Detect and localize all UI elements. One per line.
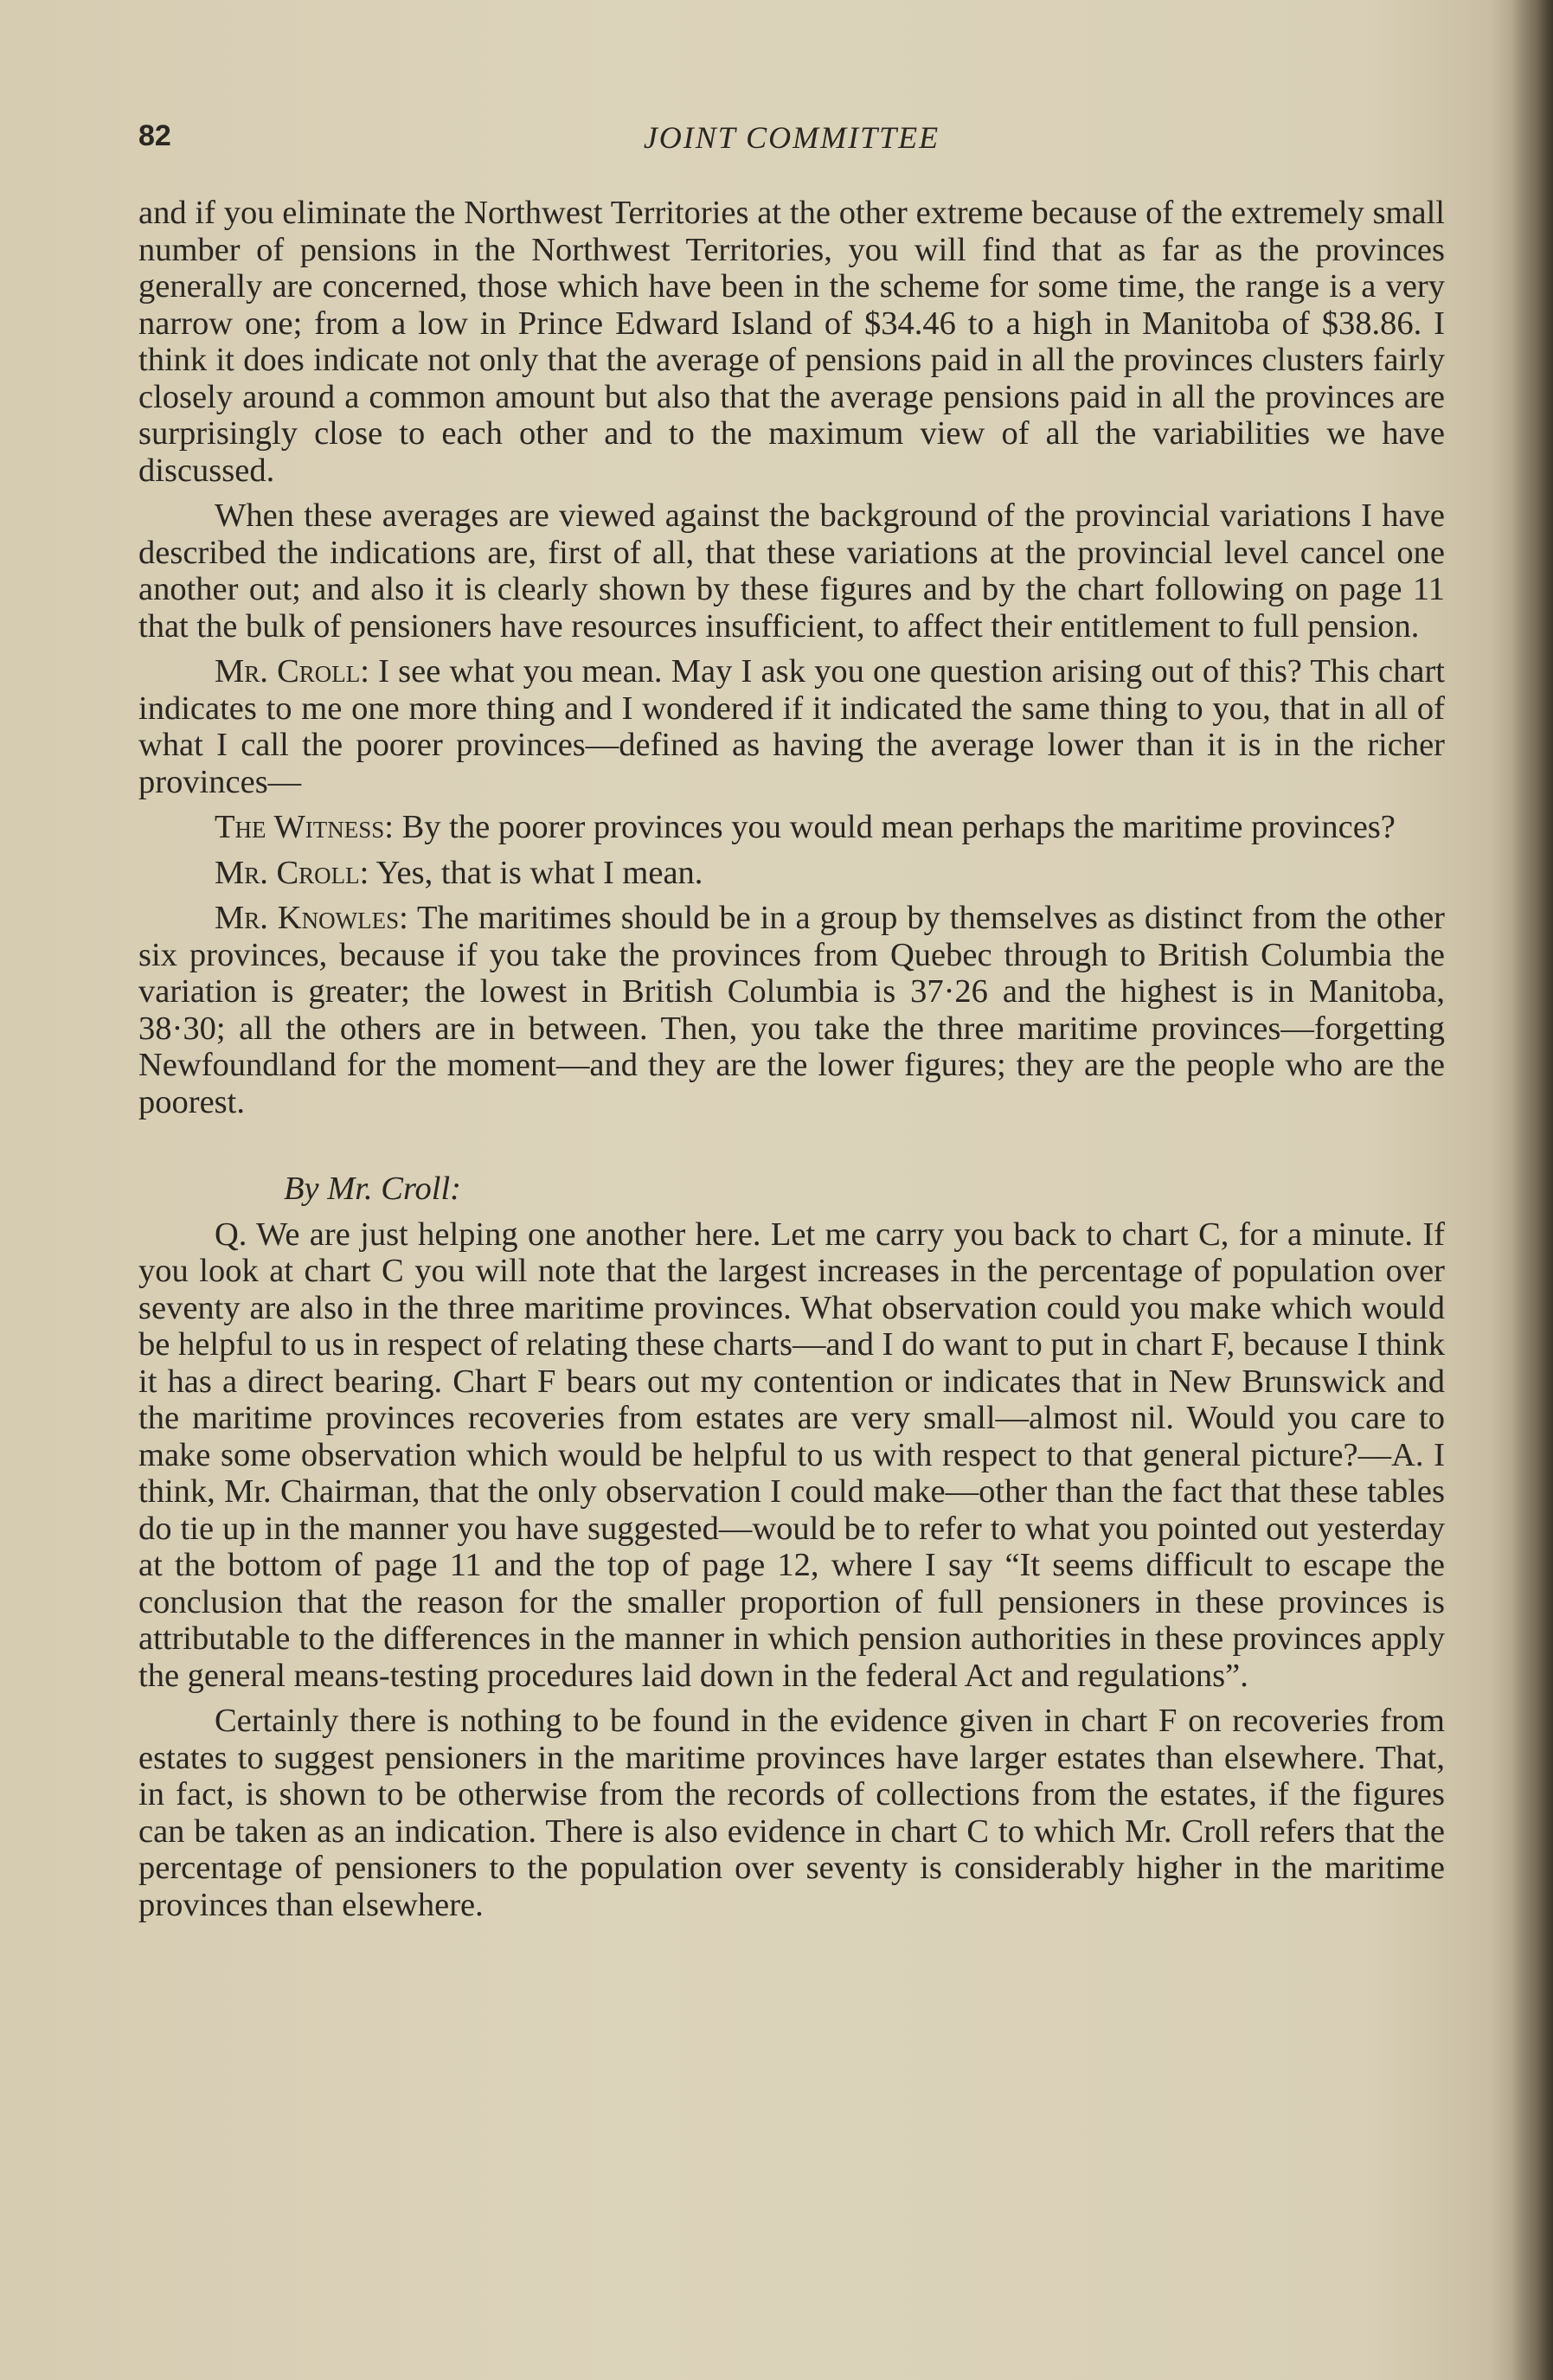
speaker-name: Mr. Croll: — [215, 854, 369, 891]
section-byline: By Mr. Croll: — [284, 1171, 461, 1207]
speaker-name: Mr. Croll: — [215, 653, 369, 690]
paragraph: Certainly there is nothing to be found in the evidence given in chart F on recoveries from estates to suggest pensioners in the maritime provinces have larger estates than elsewhere. That, in fact, is shown to be otherwise from the records of collections from the estates, if the figures can be taken as an indication. There is also evidence in chart C to which Mr. Croll refers that the percentage of pensioners to the population over seventy is considerably higher in the maritime provinces than elsewhere. — [138, 1703, 1445, 1923]
speech-text: Yes, that is what I mean. — [369, 854, 703, 891]
page-number: 82 — [138, 119, 171, 152]
paragraph — [138, 653, 1445, 800]
speaker-name: The Witness: — [215, 809, 394, 845]
page-edge-shadow — [1511, 0, 1553, 2380]
paragraph — [138, 900, 1445, 1120]
page-body — [138, 195, 1445, 1932]
paragraph: and if you eliminate the Northwest Territories at the other extreme because of the extremely small number of pensions in the Northwest Territories, you will find that as far as the provinces generally are concerned, those which have been in the scheme for some time, the range is a very narrow one; from a low in Prince Edward Island of $34.46 to a high in Manitoba of $38.86. I think it does indicate not only that the average of pensions paid in all the provinces clusters fairly closely around a common amount but also that the average pensions paid in all the provinces are surprisingly close to each other and to the maximum view of all the variabilities we have discussed. — [138, 195, 1445, 489]
paragraph — [138, 809, 1445, 846]
paragraph: Q. We are just helping one another here. Let me carry you back to chart C, for a minute. If you look at chart C you will note that the largest increases in the percentage of population over seventy are also in the three maritime provinces. What observation could you make which would be helpful to us in respect of relating these charts—and I do want to put in chart F, because I think it has a direct bearing. Chart F bears out my contention or indicates that in New Brunswick and the maritime provinces recoveries from estates are very small—almost nil. Would you care to make some observation which would be helpful to us with respect to that general picture?—A. I think, Mr. Chairman, that the only observation I could make—other than the fact that these tables do tie up in the manner you have suggested—would be to refer to what you pointed out yesterday at the bottom of page 11 and the top of page 12, where I say “It seems difficult to escape the conclusion that the reason for the smaller proportion of full pensioners in these provinces is attributable to the differences in the manner in which pension authorities in these provinces apply the general means-testing procedures laid down in the federal Act and regulations”. — [138, 1216, 1445, 1694]
paragraph — [138, 855, 1445, 892]
speech-text: The maritimes should be in a group by themselves as distinct from the other six provinces, because if you take the provinces from Quebec through to British Columbia the variation is greater; the lowest in British Columbia is 37·26 and the highest is in Manitoba, 38·30; all the others are in between. Then, you take the three maritime provinces—forgetting Newfoundland for the moment—and they are the lower figures; they are the people who are the poorest. — [138, 900, 1445, 1120]
paragraph: When these averages are viewed against the background of the provincial variations I have described the indications are, first of all, that these variations at the provincial level cancel one another out; and also it is clearly shown by these figures and by the chart following on page 11 that the bulk of pensioners have resources insufficient, to affect their entitlement to full pension. — [138, 497, 1445, 645]
running-head: JOINT COMMITTEE — [643, 120, 940, 155]
page-header — [138, 119, 1445, 171]
speech-text: By the poorer provinces you would mean perhaps the maritime provinces? — [393, 809, 1396, 845]
speech-text: I see what you mean. May I ask you one question arising out of this? This chart indicates to me one more thing and I wondered if it indicated the same thing to you, that in all of what I call the poorer provinces—defined as having the average lower than it is in the richer provinces— — [138, 653, 1445, 800]
speaker-name: Mr. Knowles: — [215, 900, 408, 936]
